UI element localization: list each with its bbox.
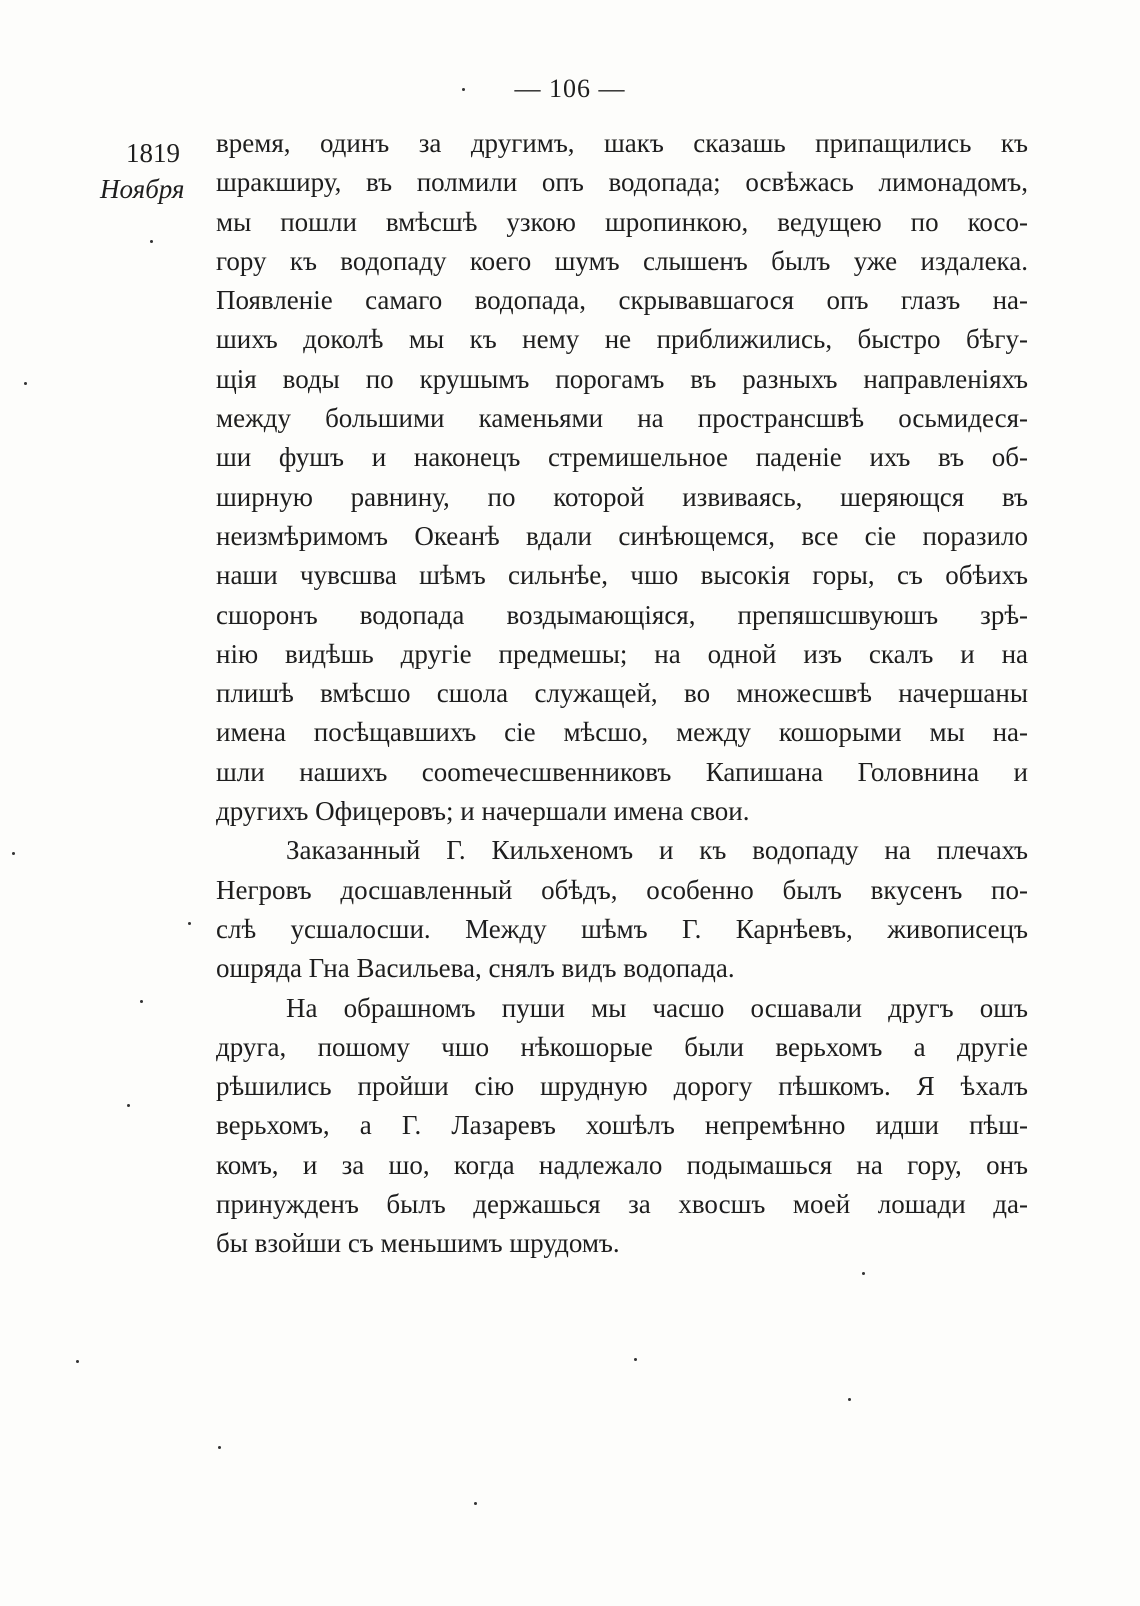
scan-speck	[862, 1272, 865, 1275]
text-line: ширную равнину, по которой извиваясь, шеряющся въ	[216, 481, 1028, 512]
text-line: шли нашихъ сооmечесшвенниковъ Капишана Головнина и	[216, 756, 1028, 787]
text-line: мы пошли вмѣсшѣ узкою шропинкою, ведущею по косо-	[216, 206, 1028, 237]
text-line: неизмѣримомъ Океанѣ вдали синѣющемся, все сіе поразило	[216, 520, 1028, 551]
text-line: плишѣ вмѣсшо сшола служащей, во множесшвѣ начершаны	[216, 678, 1028, 709]
text-line: время, одинъ за другимъ, шакъ сказашь припащились къ	[216, 128, 1028, 158]
text-line: имена посѣщавшихъ сіе мѣсшо, между кошорыми мы на-	[216, 717, 1028, 748]
text-line: На обрашномъ пуши мы часшо осшавали другъ ошъ	[286, 992, 1028, 1023]
paragraph	[216, 831, 1028, 988]
scan-speck	[188, 922, 191, 925]
scan-speck	[76, 1360, 79, 1363]
text-line: Негровъ досшавленный обѣдъ, особенно былъ вкусенъ по-	[216, 874, 1028, 905]
body-text	[216, 124, 1028, 1264]
scan-speck	[218, 1446, 221, 1449]
page-number: — 106 —	[514, 74, 626, 103]
paragraph	[216, 124, 1028, 831]
text-line: ши фушъ и наконецъ стремишельное паденіе ихъ въ об-	[216, 442, 1028, 473]
text-line: между большими каменьями на пространсшвѣ осьмидеся-	[216, 403, 1028, 434]
margin-note-year: 1819	[126, 138, 180, 168]
scan-speck	[140, 1000, 143, 1003]
text-line: Заказанный Г. Кильхеномъ и къ водопаду на плечахъ	[286, 835, 1028, 866]
scan-speck	[12, 852, 15, 855]
scan-speck	[462, 88, 465, 91]
text-line: слѣ усшалосши. Между шѣмъ Г. Карнѣевъ, живописецъ	[216, 913, 1028, 944]
text-line: рѣшились пройши сію шрудную дорогу пѣшкомъ. Я ѣхалъ	[216, 1071, 1028, 1102]
margin-note-month: Ноября	[100, 174, 185, 204]
scan-speck	[24, 382, 27, 385]
text-line: комъ, и за шо, когда надлежало подымашься на гору, онъ	[216, 1149, 1028, 1180]
text-line: нію видѣшь другіе предмешы; на одной изъ скалъ и на	[216, 638, 1028, 669]
text-line: шихъ доколѣ мы къ нему не приближились, быстро бѣгу-	[216, 324, 1028, 355]
text-line: верьхомъ, а Г. Лазаревъ хошѣлъ непремѣнно идши пѣш-	[216, 1110, 1028, 1141]
text-line: Появленіе самаго водопада, скрывавшагося опъ глазъ на-	[216, 285, 1028, 316]
text-line: наши чувсшва шѣмъ сильнѣе, чшо высокія горы, съ обѣихъ	[216, 560, 1028, 591]
text-line: ошряда Гна Васильева, снялъ видъ водопада.	[216, 953, 735, 984]
scan-speck	[150, 240, 153, 243]
paragraph	[216, 989, 1028, 1264]
text-line: щія воды по крушымъ порогамъ въ разныхъ направленіяхъ	[216, 363, 1028, 394]
text-line: другихъ Офицеровъ; и начершали имена свои.	[216, 796, 750, 827]
text-line: сшоронъ водопада воздымающіяся, препяшсшвуюшъ зрѣ-	[216, 599, 1028, 630]
text-line: друга, пошому чшо нѣкошорые были верьхомъ а другіе	[216, 1031, 1028, 1062]
text-line: шракширу, въ полмили опъ водопада; освѣжась лимонадомъ,	[216, 167, 1028, 198]
scan-speck	[848, 1398, 851, 1401]
text-line: бы взойши съ меньшимъ шрудомъ.	[216, 1228, 620, 1259]
scan-speck	[634, 1358, 637, 1361]
text-line: гору къ водопаду коего шумъ слышенъ былъ уже издалека.	[216, 245, 1028, 276]
scan-speck	[474, 1502, 477, 1505]
scan-speck	[127, 1104, 130, 1107]
text-line: принужденъ былъ держашься за хвосшъ моей лошади да-	[216, 1189, 1028, 1220]
